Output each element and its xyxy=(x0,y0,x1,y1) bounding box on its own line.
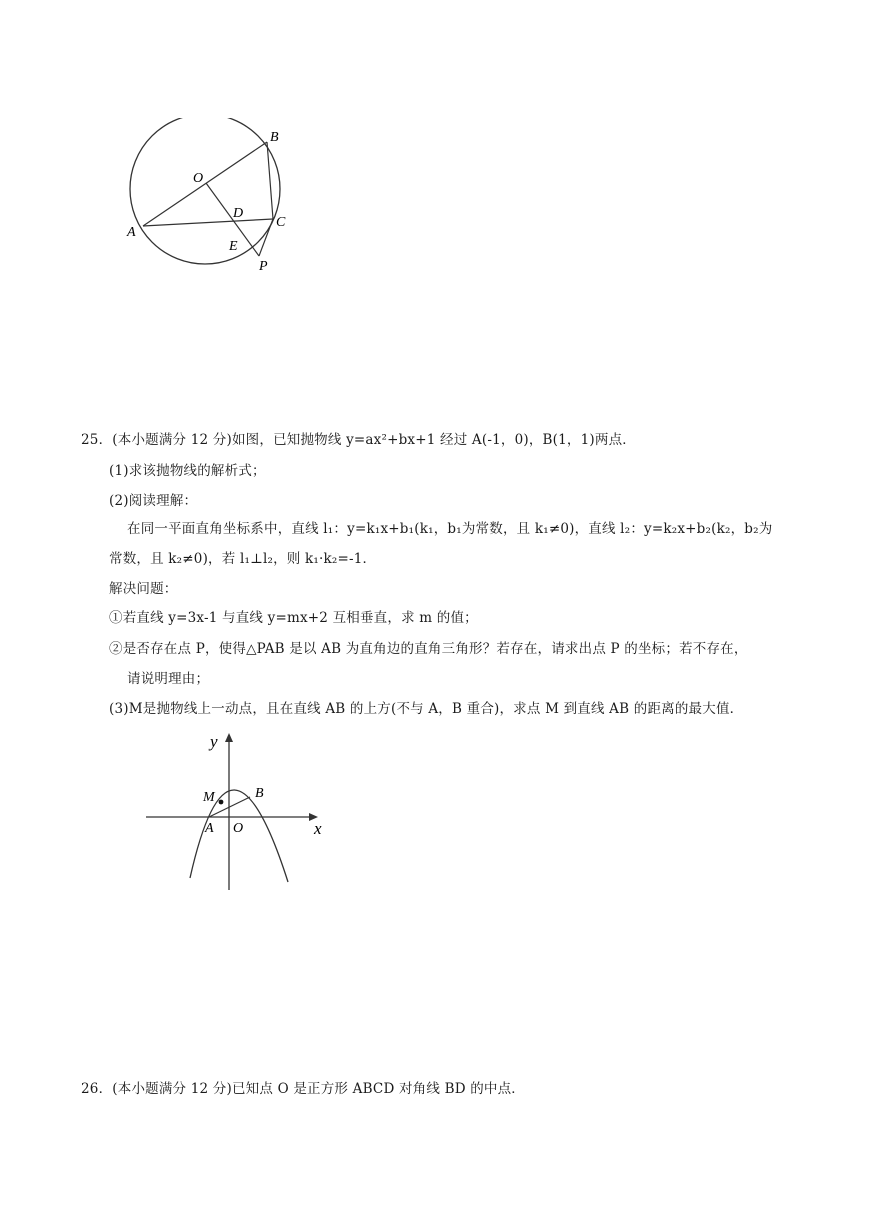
segment-bc xyxy=(267,142,273,219)
q25-line-8: ②是否存在点 P，使得△PAB 是以 AB 为直角边的直角三角形？若存在，请求出点 P 的坐标；若不存在， xyxy=(109,641,748,657)
label-m: M xyxy=(203,790,215,805)
q25-line-5: 常数，且 k₂≠0)，若 l₁⊥l₂，则 k₁·k₂=-1． xyxy=(109,551,377,567)
circle-geometry-figure xyxy=(115,118,305,278)
label-c: C xyxy=(276,215,286,230)
label-b: B xyxy=(270,130,279,145)
q25-line-7: ①若直线 y=3x-1 与直线 y=mx+2 互相垂直，求 m 的值； xyxy=(109,610,478,626)
label-x: x xyxy=(314,819,322,838)
y-axis-arrow xyxy=(225,733,233,742)
label-o: O xyxy=(193,171,204,186)
segment-cp xyxy=(259,219,273,256)
label-b: B xyxy=(255,786,264,801)
point-m xyxy=(219,800,224,805)
q25-line-6: 解决问题： xyxy=(109,581,178,597)
q26-line-1: 26．(本小题满分 12 分)已知点 O 是正方形 ABCD 对角线 BD 的中点． xyxy=(81,1081,526,1097)
label-a: A xyxy=(205,821,214,836)
q25-line-1: 25．(本小题满分 12 分)如图，已知抛物线 y=ax²+bx+1 经过 A(-1，0)，B(1，1)两点． xyxy=(81,432,636,448)
q25-line-10: (3)M是抛物线上一动点，且在直线 AB 的上方(不与 A，B 重合)，求点 M 到直线 AB 的距离的最大值． xyxy=(109,701,744,717)
circle-o xyxy=(130,118,280,264)
label-e: E xyxy=(229,239,238,254)
segment-ab xyxy=(143,142,267,226)
segment-ac xyxy=(143,219,273,226)
q25-line-2: (1)求该抛物线的解析式； xyxy=(109,463,266,479)
parabola-figure xyxy=(140,725,340,895)
q25-line-4: 在同一平面直角坐标系中，直线 l₁：y=k₁x+b₁(k₁，b₁为常数，且 k₁≠0)，直线 l₂：y=k₂x+b₂(k₂，b₂为 xyxy=(127,521,773,537)
q25-line-9: 请说明理由； xyxy=(127,671,210,687)
q25-line-3: (2)阅读理解： xyxy=(109,493,198,509)
label-p: P xyxy=(259,259,268,274)
label-y: y xyxy=(210,732,218,751)
label-o: O xyxy=(233,821,244,836)
label-d: D xyxy=(233,206,244,221)
label-a: A xyxy=(127,225,136,240)
